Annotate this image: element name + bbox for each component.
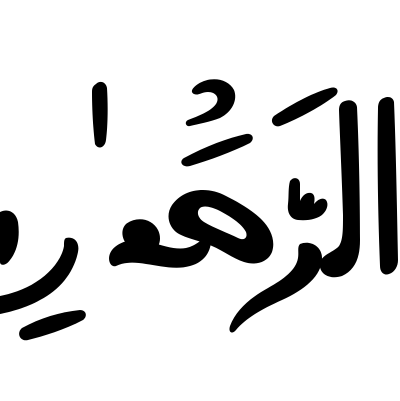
dagger-alif: [92, 82, 108, 148]
